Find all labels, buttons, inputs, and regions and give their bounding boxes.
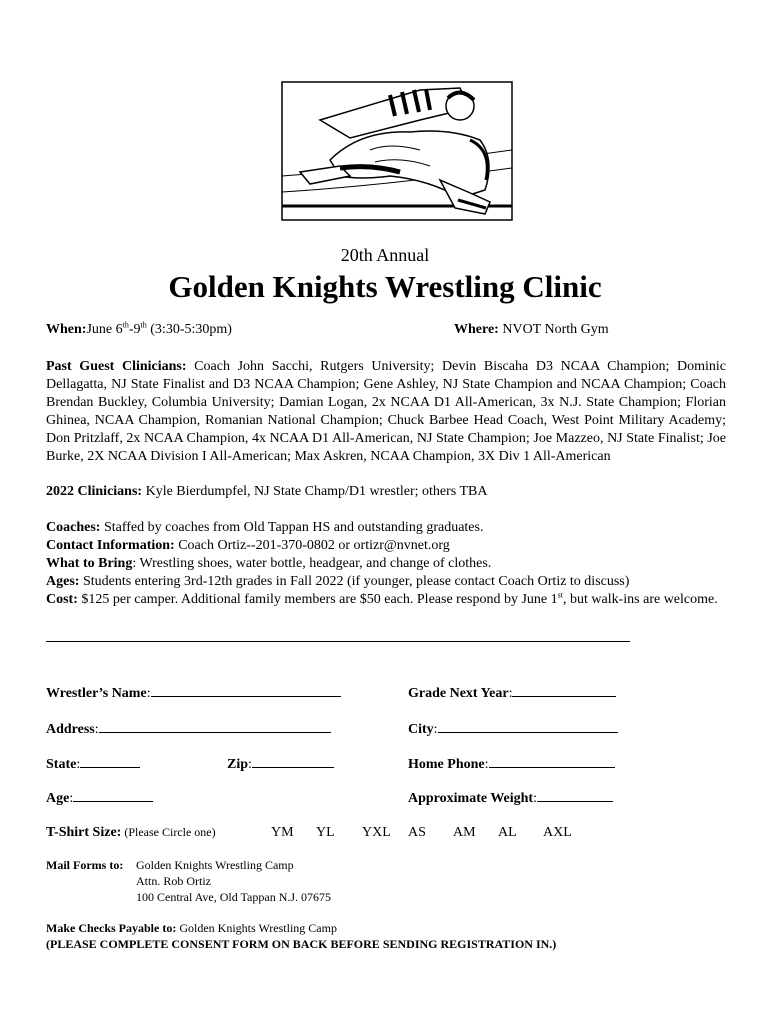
colon: : — [248, 757, 252, 772]
weight-label: Approximate Weight — [408, 791, 534, 806]
coaches-label: Coaches: — [46, 520, 101, 535]
home-phone-label: Home Phone — [408, 757, 485, 772]
colon: : — [433, 722, 438, 737]
when-line — [46, 321, 232, 339]
size-option-al[interactable]: AL — [498, 825, 517, 840]
colon: : — [533, 791, 537, 806]
payable-value: Golden Knights Wrestling Camp — [176, 921, 337, 935]
grade-field[interactable] — [408, 683, 616, 703]
coaches-text: Staffed by coaches from Old Tappan HS and outstanding graduates. — [100, 520, 484, 535]
when-time: (3:30-5:30pm) — [146, 322, 232, 337]
cost-sup: st — [557, 590, 563, 600]
mail-line2: Attn. Rob Ortiz — [136, 874, 211, 888]
ages-text: Students entering 3rd-12th grades in Fall 2022 (if younger, please contact Coach Ortiz to discuss) — [79, 574, 630, 589]
tshirt-note: (Please Circle one) — [121, 825, 216, 839]
cost-line — [46, 591, 736, 609]
state-input[interactable] — [80, 754, 140, 768]
annual-subtitle: 20th Annual — [340, 245, 430, 265]
home-phone-input[interactable] — [489, 754, 615, 768]
where-label: Where: — [454, 322, 499, 337]
when-dash: -9 — [128, 322, 141, 337]
colon: : — [508, 686, 513, 701]
when-sup2: th — [140, 320, 147, 330]
bring-line — [46, 555, 736, 573]
clinicians-2022-label: 2022 Clinicians: — [46, 484, 143, 499]
grade-input[interactable] — [512, 683, 616, 697]
clinicians-2022-text: Kyle Bierdumpfel, NJ State Champ/D1 wrestler; others TBA — [142, 484, 488, 499]
colon: : — [484, 757, 489, 772]
bring-label: What to Bring — [46, 556, 133, 571]
state-field[interactable] — [46, 754, 140, 774]
bring-text: : Wrestling shoes, water bottle, headgear, and change of clothes. — [132, 556, 492, 571]
past-clinicians-paragraph — [46, 358, 726, 466]
ages-label: Ages: — [46, 574, 80, 589]
city-label: City — [408, 722, 434, 737]
wrestler-name-field[interactable] — [46, 683, 341, 703]
size-option-am[interactable]: AM — [453, 825, 476, 840]
zip-field[interactable] — [227, 754, 334, 774]
cost-tail: , but walk-ins are welcome. — [563, 592, 718, 607]
contact-label: Contact Information: — [46, 538, 175, 553]
weight-input[interactable] — [537, 788, 613, 802]
mail-line3: 100 Central Ave, Old Tappan N.J. 07675 — [136, 890, 332, 904]
age-field[interactable] — [46, 788, 153, 808]
age-label: Age — [46, 791, 70, 806]
age-input[interactable] — [73, 788, 153, 802]
when-date-start: June 6 — [86, 322, 123, 337]
cost-label: Cost: — [46, 592, 78, 607]
page-title: Golden Knights Wrestling Clinic — [168, 269, 602, 304]
when-sup1: th — [122, 320, 129, 330]
wrestler-name-label: Wrestler’s Name — [46, 686, 147, 701]
ages-line — [46, 573, 736, 591]
state-label: State — [46, 757, 77, 772]
where-line — [454, 321, 609, 339]
payable-label: Make Checks Payable to: — [46, 921, 177, 935]
when-label: When: — [46, 322, 87, 337]
contact-line — [46, 537, 736, 555]
address-input[interactable] — [99, 719, 331, 733]
weight-field[interactable] — [408, 788, 613, 808]
mail-label: Mail Forms to: — [46, 858, 124, 872]
where-value: NVOT North Gym — [498, 322, 609, 337]
colon: : — [69, 791, 74, 806]
section-divider — [46, 641, 630, 642]
size-option-as[interactable]: AS — [408, 825, 426, 840]
home-phone-field[interactable] — [408, 754, 615, 774]
details-block — [46, 519, 736, 609]
size-option-yxl[interactable]: YXL — [362, 825, 391, 840]
size-option-axl[interactable]: AXL — [543, 825, 572, 840]
tshirt-size-label-row — [46, 824, 216, 842]
wrestlers-illustration — [280, 80, 514, 222]
zip-label: Zip — [227, 757, 249, 772]
colon: : — [76, 757, 81, 772]
grade-label: Grade Next Year — [408, 686, 509, 701]
address-field[interactable] — [46, 719, 331, 739]
size-option-yl[interactable]: YL — [316, 825, 335, 840]
zip-input[interactable] — [252, 754, 334, 768]
wrestler-name-input[interactable] — [151, 683, 341, 697]
past-clinicians-label: Past Guest Clinicians: — [46, 359, 187, 374]
past-clinicians-text: Coach John Sacchi, Rutgers University; Devin Biscaha D3 NCAA Champion; Dominic Dellagatta, NJ State Finalist and D3 NCAA Champion; Gene Ashley, NJ State Champion and NCAA Champion; Coach Brendan Buckley, Columbia University; Damian Logan, 2x NCAA D1 All-American, 3x N.J. State Champion; Florian Ghinea, NCAA Champion, Romanian National Champion; Chuck Barbee Head Coach, West Point Military Academy; Don Pritzlaff, 2x NCAA Champion, 4x NCAA D1 All-American, NJ State Champion; Joe Mazzeo, NJ State Finalist; Joe Burke, 2X NCAA Division I All-American; Max Askren, NCAA Champion, 3X Div 1 All-American — [46, 359, 726, 464]
coaches-line — [46, 519, 736, 537]
size-option-ym[interactable]: YM — [271, 825, 294, 840]
cost-text: $125 per camper. Additional family members are $50 each. Please respond by June 1 — [77, 592, 558, 607]
consent-note: (PLEASE COMPLETE CONSENT FORM ON BACK BEFORE SENDING REGISTRATION IN.) — [46, 937, 557, 951]
clinicians-2022-line — [46, 483, 487, 501]
city-field[interactable] — [408, 719, 618, 739]
mail-line1: Golden Knights Wrestling Camp — [136, 858, 294, 872]
colon: : — [146, 686, 151, 701]
contact-text: Coach Ortiz--201-370-0802 or ortizr@nvnet.org — [174, 538, 450, 553]
city-input[interactable] — [438, 719, 618, 733]
address-label: Address — [46, 722, 95, 737]
colon: : — [94, 722, 99, 737]
tshirt-label: T-Shirt Size: — [46, 825, 122, 840]
payable-block — [46, 920, 556, 952]
mail-forms-block — [46, 857, 331, 905]
payable-line — [46, 920, 556, 936]
